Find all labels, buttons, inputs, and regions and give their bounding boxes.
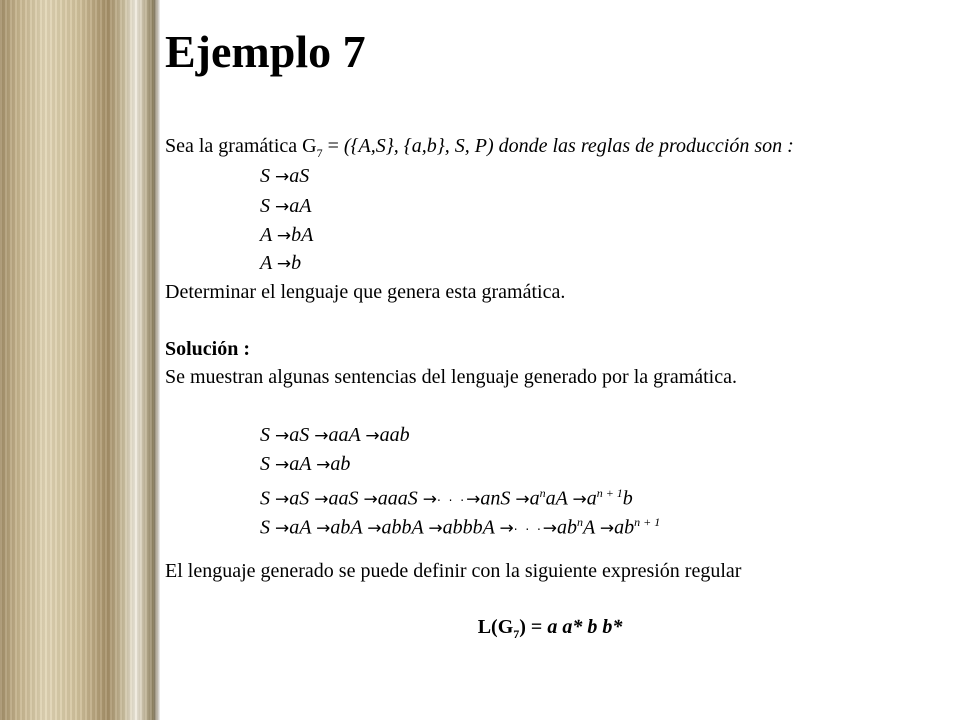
arrow-icon: → (365, 426, 380, 446)
rule-3: A →bA (260, 224, 314, 246)
arrow-icon: → (363, 489, 378, 510)
intro-line (165, 133, 794, 166)
language-result: $L(G_7) = a$ a* b b* (477, 616, 623, 641)
regular-expression: a a* b b* (547, 616, 623, 638)
arrow-icon: → (275, 455, 290, 475)
arrow-icon: → (314, 426, 329, 446)
arrow-icon: → (275, 489, 290, 510)
rule-1: S →aS (260, 165, 310, 187)
rule-2: S →aA (260, 195, 312, 217)
arrow-icon: → (275, 197, 290, 217)
arrow-icon: → (275, 518, 290, 539)
arrow-icon: → (515, 489, 530, 510)
intro-equals: = (322, 135, 344, 157)
arrow-icon: → (428, 518, 443, 539)
arrow-icon: → (276, 226, 292, 246)
arrow-icon: → (499, 518, 514, 539)
arrow-icon: → (316, 518, 331, 539)
rule-4: A →b (260, 252, 302, 274)
ellipsis-dots: · · · (437, 493, 467, 508)
arrow-icon: → (422, 489, 437, 510)
arrow-icon: → (572, 489, 587, 510)
arrow-icon: → (316, 455, 331, 475)
arrow-icon: → (599, 518, 615, 539)
grammar-definition: ({A,S}, {a,b}, S, P) donde las reglas de producción son : (343, 135, 794, 157)
arrow-icon: → (276, 254, 292, 274)
derivation-2: S →aA →ab (260, 453, 351, 475)
arrow-icon: → (314, 489, 329, 510)
arrow-icon: → (542, 518, 558, 539)
derivation-3: S →aS →aaS →aaaS →· · $\cdot\to anS \to a^naA \to a^{n + 1}b$ (260, 486, 633, 510)
grammar-subscript: 7 (316, 146, 323, 160)
intro-text: Sea la gramática G (165, 135, 317, 157)
ellipsis-dots: · · · (513, 522, 543, 537)
determine-text: Determinar el lenguaje que genera esta gramática. (165, 281, 566, 303)
arrow-icon: → (466, 489, 481, 510)
arrow-icon: → (275, 167, 290, 187)
derivation-4: S →aA →abA →abbA →abbbA →· · $\cdot\to ab^nA \to ab^{n + 1}$ (260, 515, 661, 539)
arrow-icon: → (367, 518, 382, 539)
solution-label: Solución : (165, 338, 251, 360)
derivation-1: S →aS →aaA →aab (260, 424, 410, 446)
solution-text: Se muestran algunas sentencias del lenguaje generado por la gramática. (165, 366, 737, 388)
decorative-stripe (0, 0, 160, 720)
arrow-icon: → (275, 426, 290, 446)
regular-expression-text: El lenguaje generado se puede definir con la siguiente expresión regular (165, 560, 742, 582)
slide-title: Ejemplo 7 (165, 26, 366, 77)
